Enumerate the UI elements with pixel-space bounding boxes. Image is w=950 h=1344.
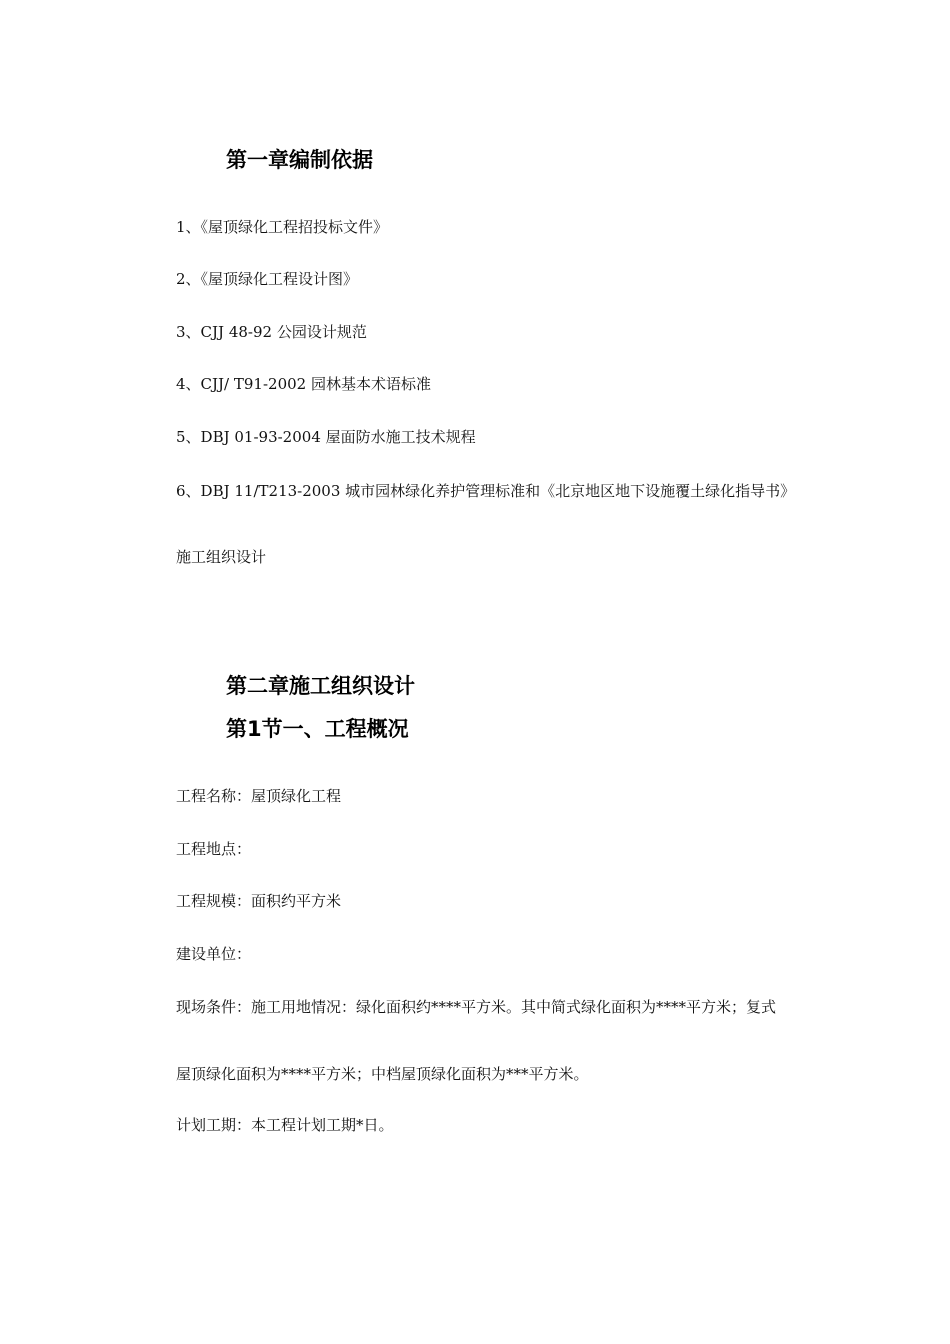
site-conditions-line: 现场条件：施工用地情况：绿化面积约****平方米。其中简式绿化面积为****平方米；复式 bbox=[176, 998, 777, 1016]
chapter-1-title: 第一章编制依据 bbox=[226, 148, 373, 172]
schedule-line: 计划工期：本工程计划工期*日。 bbox=[176, 1116, 394, 1134]
chapter-1-trailer: 施工组织设计 bbox=[176, 548, 267, 566]
project-name-line: 工程名称：屋顶绿化工程 bbox=[176, 787, 342, 805]
project-scale-line: 工程规模：面积约平方米 bbox=[176, 892, 342, 910]
basis-item-1: 1、《屋顶绿化工程招投标文件》 bbox=[176, 218, 389, 236]
site-conditions-continued: 屋顶绿化面积为****平方米；中档屋顶绿化面积为***平方米。 bbox=[176, 1065, 589, 1083]
project-location-line: 工程地点： bbox=[176, 840, 252, 858]
basis-item-3: 3、CJJ 48-92 公园设计规范 bbox=[176, 323, 367, 341]
chapter-2-title: 第二章施工组织设计 bbox=[226, 674, 415, 698]
client-line: 建设单位： bbox=[176, 945, 252, 963]
basis-item-5: 5、DBJ 01-93-2004 屋面防水施工技术规程 bbox=[176, 428, 476, 446]
basis-item-4: 4、CJJ/ T91-2002 园林基本术语标准 bbox=[176, 375, 431, 393]
basis-item-6: 6、DBJ 11/T213-2003 城市园林绿化养护管理标准和《北京地区地下设施覆土绿化指导书》 bbox=[176, 482, 796, 500]
section-1-title: 第1节一、工程概况 bbox=[226, 717, 409, 741]
basis-item-2: 2、《屋顶绿化工程设计图》 bbox=[176, 270, 359, 288]
